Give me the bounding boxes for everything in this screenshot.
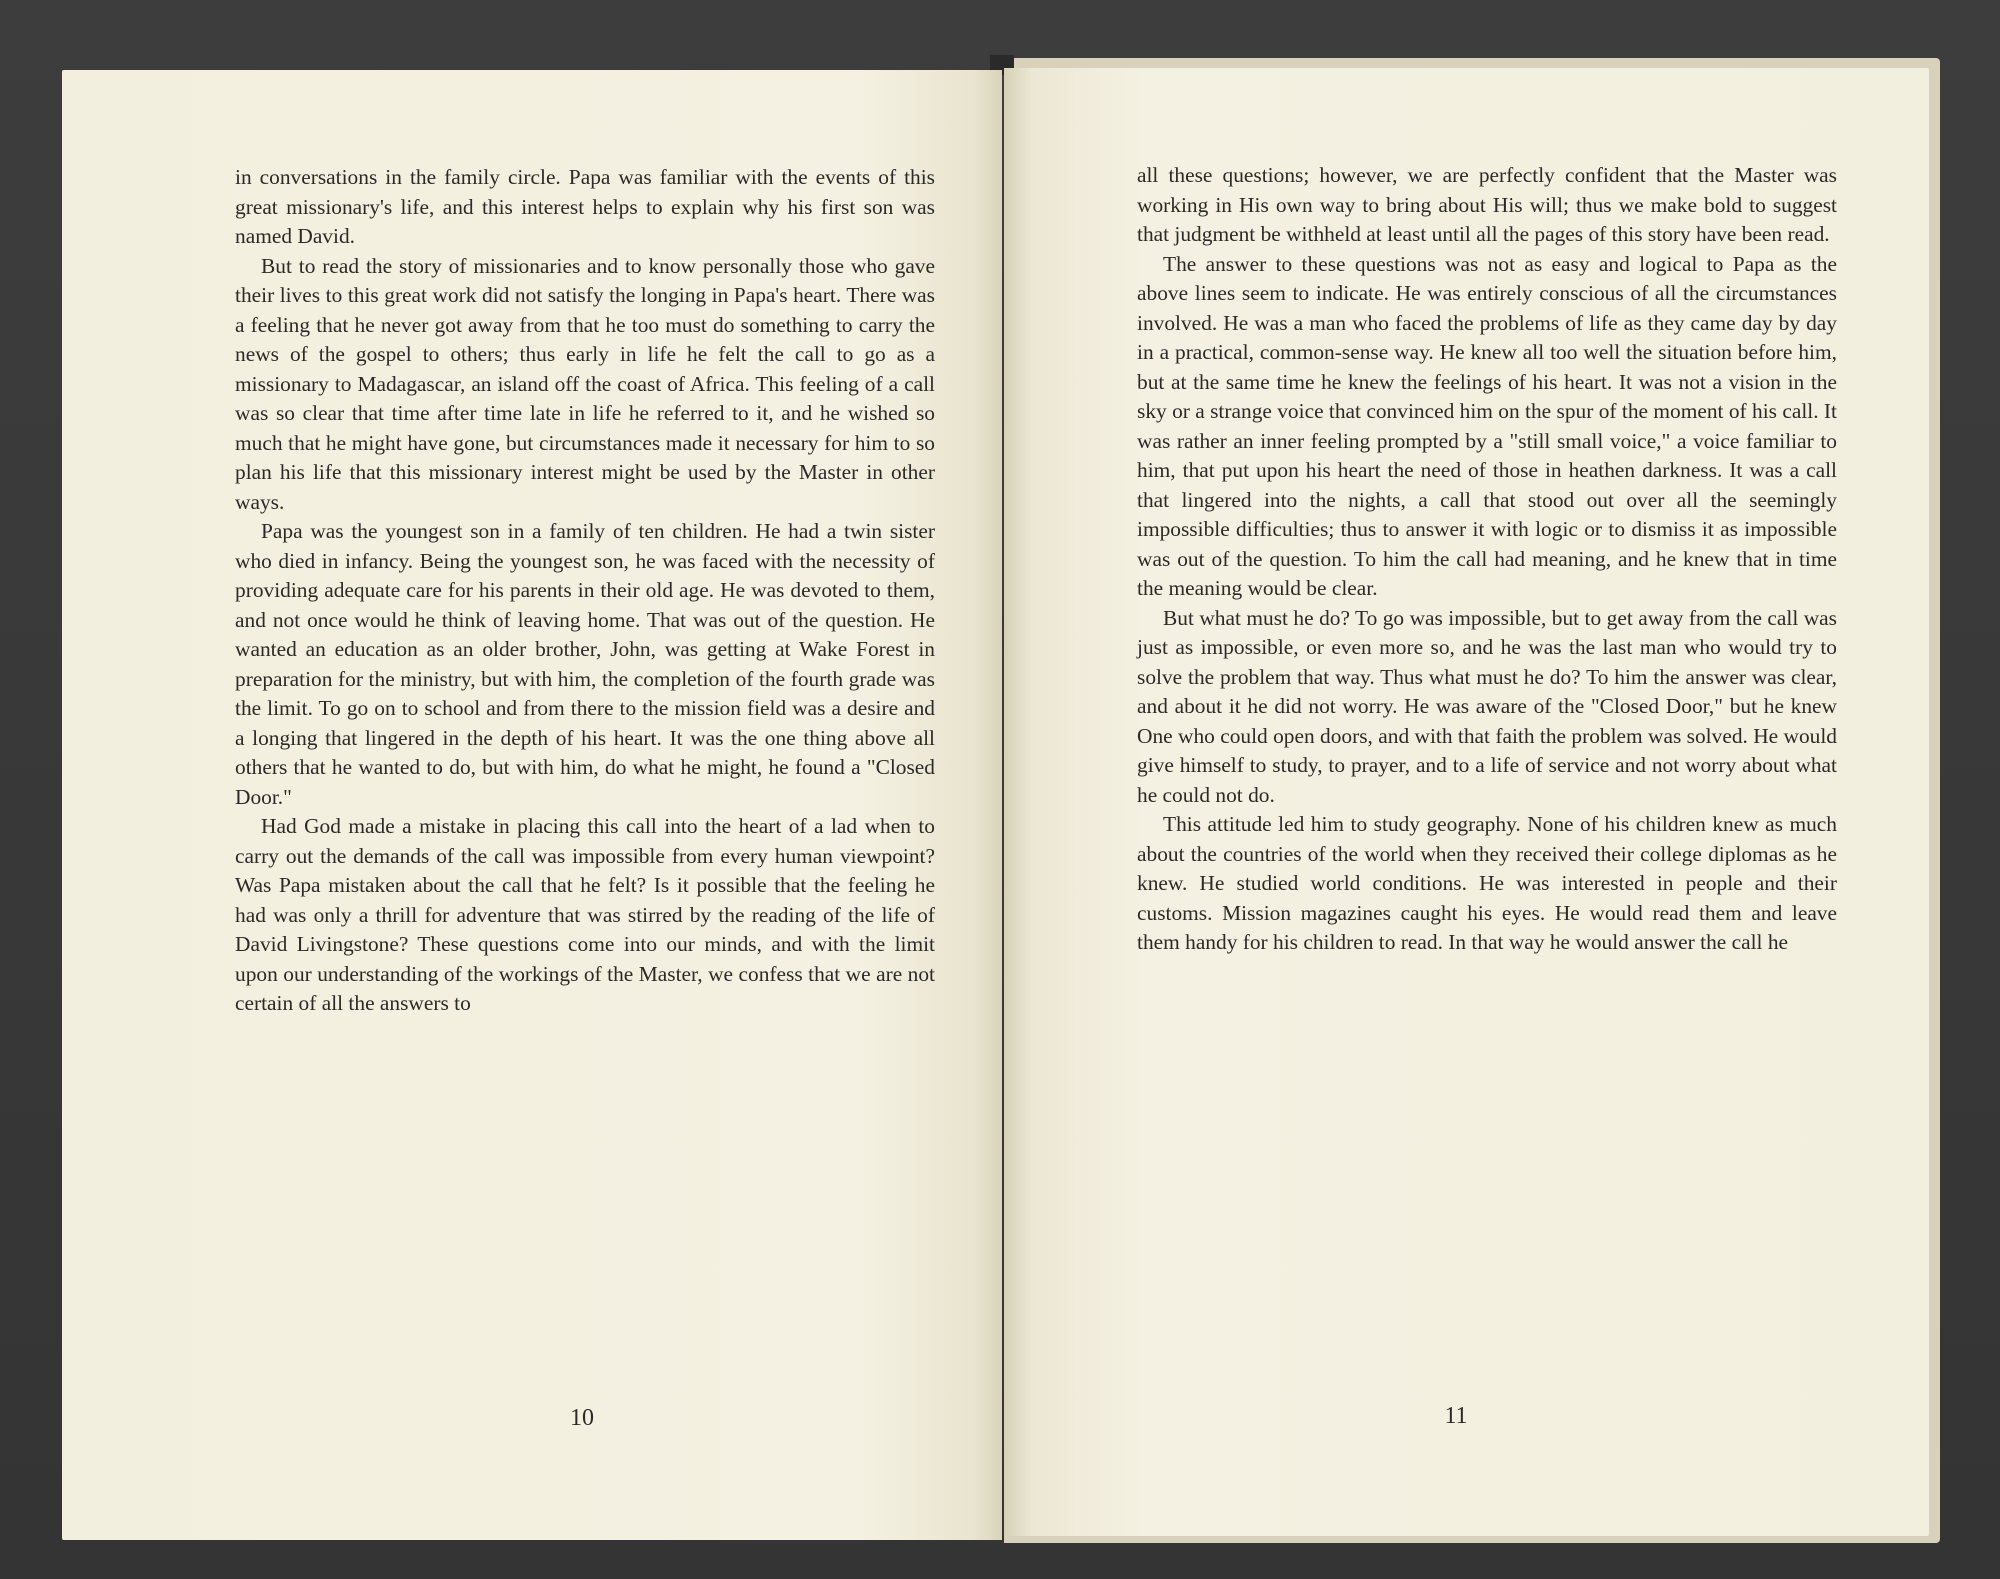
left-page-text xyxy=(235,163,935,1019)
paragraph: This attitude led him to study geography. None of his children knew as much about the countries of the world when they received their college diplomas as he knew. He studied world conditions. He was interested in people and their customs. Mission magazines caught his eyes. He would read them and leave them handy for his children to read. In that way he would answer the call he xyxy=(1137,812,1837,954)
left-page xyxy=(62,70,1002,1540)
paragraph: But to read the story of missionaries and to know personally those who gave their lives to this great work did not satisfy the longing in Papa's heart. There was a feeling that he never got away from that he too must do something to carry the news of the gospel to others; thus early in life he felt the call to go as a missionary to Madagascar, an island off the coast of Africa. This feeling of a call was so clear that time after time late in life he referred to it, and he wished so much that he might have gone, but circumstances made it necessary for him to so plan his life that this missionary interest might be used by the Master in other ways. xyxy=(235,253,935,514)
paragraph: in conversations in the family circle. Papa was familiar with the events of this great missionary's life, and this interest helps to explain why his first son was named David. xyxy=(235,165,935,248)
paragraph: all these questions; however, we are perfectly confident that the Master was working in His own way to bring about His will; thus we make bold to suggest that judgment be withheld at least until all the pages of this story have been read. xyxy=(1137,163,1837,246)
paragraph: But what must he do? To go was impossible, but to get away from the call was just as impossible, or even more so, and he was the last man who would try to solve the problem that way. Thus what must he do? To him the answer was clear, and about it he did not worry. He was aware of the "Closed Door," but he knew One who could open doors, and with that faith the problem was solved. He would give himself to study, to prayer, and to a life of service and not worry about what he could not do. xyxy=(1137,605,1837,807)
right-page xyxy=(1004,68,1929,1536)
paragraph: Papa was the youngest son in a family of ten children. He had a twin sister who died in infancy. Being the youngest son, he was faced with the necessity of providing adequate care for his parents in their old age. He was devoted to them, and not once would he think of leaving home. That was out of the question. He wanted an education as an older brother, John, was getting at Wake Forest in preparation for the ministry, but with him, the completion of the fourth grade was the limit. To go on to school and from there to the mission field was a desire and a longing that lingered in the depth of his heart. It was the one thing above all others that he wanted to do, but with him, do what he might, he found a "Closed Door." xyxy=(235,519,935,809)
page-number: 10 xyxy=(570,1405,594,1431)
paragraph: The answer to these questions was not as easy and logical to Papa as the above lines seem to indicate. He was entirely conscious of all the circumstances involved. He was a man who faced the problems of life as they came day by day in a practical, common-sense way. He knew all too well the situation before him, but at the same time he knew the feelings of his heart. It was not a vision in the sky or a strange voice that convinced him on the spur of the moment of his call. It was rather an inner feeling prompted by a "still small voice," a voice familiar to him, that put upon his heart the need of those in heathen darkness. It was a call that lingered into the nights, a call that stood out over all the seemingly impossible difficulties; thus to answer it with logic or to dismiss it as impossible was out of the question. To him the call had meaning, and he knew that in time the meaning would be clear. xyxy=(1137,251,1837,600)
page-number: 11 xyxy=(1444,1403,1468,1429)
paragraph: Had God made a mistake in placing this call into the heart of a lad when to carry out the demands of the call was impossible from every human viewpoint? Was Papa mistaken about the call that he felt? Is it possible that the feeling he had was only a thrill for adventure that was stirred by the reading of the life of David Livingstone? These questions come into our minds, and with the limit upon our understanding of the workings of the Master, we confess that we are not certain of all the answers to xyxy=(235,814,935,1015)
right-page-text xyxy=(1137,161,1837,958)
